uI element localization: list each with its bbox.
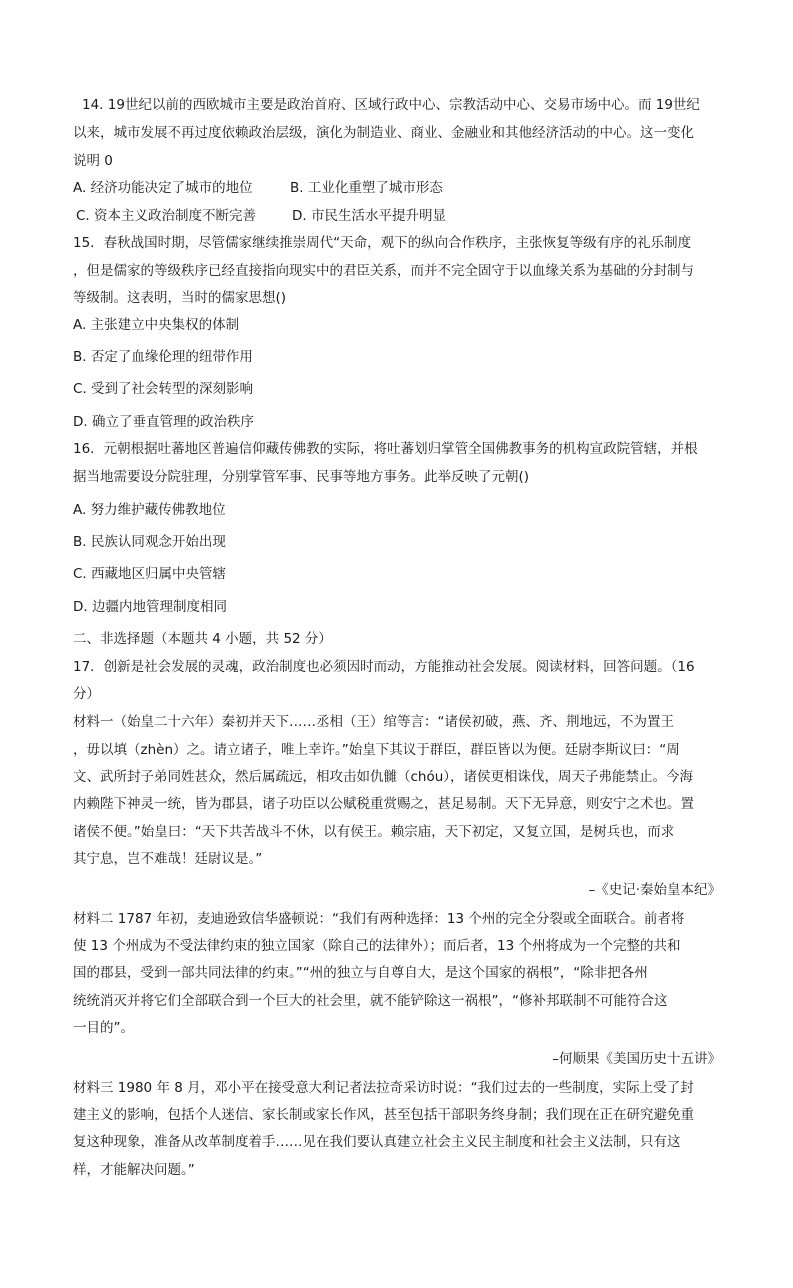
q17-material-2-line-1: 材料二 1787 年初，麦迪逊致信华盛顿说：“我们有两种选择：13 个州的完全分裂或全面联合。前者将 bbox=[73, 911, 685, 927]
q17-material-3-line-2: 建主义的影响，包括个人迷信、家长制或家长作风，甚至包括干部职务终身制；我们现在正在研究避免重 bbox=[73, 1107, 694, 1123]
q14-stem-line-2: 以来，城市发展不再过度依赖政治层级，演化为制造业、商业、金融业和其他经济活动的中心。这一变化 bbox=[73, 125, 694, 141]
q17-stem-line-2: 分） bbox=[73, 686, 100, 702]
q17-material-3-line-4: 样，才能解决问题。” bbox=[73, 1162, 195, 1178]
q14-option-b: B. 工业化重塑了城市形态 bbox=[290, 180, 443, 196]
q15-option-c: C. 受到了社会转型的深刻影响 bbox=[73, 381, 254, 397]
q17-material-1-line-3: 文、武所封子弟同姓甚众，然后属疏远，相攻击如仇雠（chóu），诸侯更相诛伐，周天子弗能禁止。今海 bbox=[73, 769, 694, 785]
q14-stem-line-3: 说明 0 bbox=[73, 153, 113, 169]
q17-material-2-line-4: 统统消灭并将它们全部联合到一个巨大的社会里，就不能铲除这一祸根”，“修补邦联制不可能符合这 bbox=[73, 993, 668, 1009]
q17-material-2-line-2: 使 13 个州成为不受法律约束的独立国家（除自己的法律外）；而后者，13 个州将成为一个完整的共和 bbox=[73, 938, 681, 954]
q14-option-c: C. 资本主义政治制度不断完善 bbox=[76, 208, 257, 224]
q14-option-d: D. 市民生活水平提升明显 bbox=[292, 208, 446, 224]
q17-material-1-line-2: ，毋以填（zhèn）之。请立诸子，唯上幸许。”始皇下其议于群臣，群臣皆以为便。廷尉李斯议曰：“周 bbox=[73, 742, 680, 758]
q17-material-2-line-3: 国的郡县，受到一部共同法律的约束。”“州的独立与自尊自大，是这个国家的祸根”，“除非把各州 bbox=[73, 965, 648, 981]
q17-stem-line-1: 17．创新是社会发展的灵魂，政治制度也必须因时而动，方能推动社会发展。阅读材料，回答问题。（16 bbox=[73, 659, 695, 675]
q17-material-1-line-1: 材料一（始皇二十六年）秦初并天下……丞相（王）绾等言：“诸侯初破，燕、齐、荆地远，不为置王 bbox=[73, 714, 674, 730]
q15-option-b: B. 否定了血缘伦理的纽带作用 bbox=[73, 349, 253, 365]
q17-material-3-line-1: 材料三 1980 年 8 月，邓小平在接受意大利记者法拉奇采访时说：“我们过去的一些制度，实际上受了封 bbox=[73, 1080, 694, 1096]
q17-material-2-line-5: 一目的”。 bbox=[73, 1020, 134, 1036]
q15-option-d: D. 确立了垂直管理的政治秩序 bbox=[73, 414, 254, 430]
q17-material-1-line-4: 内赖陛下神灵一统，皆为郡县，诸子功臣以公赋税重赏赐之，甚足易制。天下无异意，则安宁之术也。置 bbox=[73, 796, 694, 812]
section-heading-non-choice: 二、非选择题（本题共 4 小题，共 52 分） bbox=[73, 631, 332, 647]
q14-stem-line-1: 14. 19世纪以前的西欧城市主要是政治首府、区域行政中心、宗教活动中心、交易市场中心。而 19世纪 bbox=[82, 97, 700, 113]
q17-material-1-line-6: 其宁息，岂不难哉！廷尉议是。” bbox=[73, 851, 263, 867]
q15-stem-line-3: 等级制。这表明，当时的儒家思想() bbox=[73, 290, 287, 306]
q15-option-a: A. 主张建立中央集权的体制 bbox=[73, 317, 240, 333]
q16-stem-line-1: 16．元朝根据吐蕃地区普遍信仰藏传佛教的实际，将吐蕃划归掌管全国佛教事务的机构宣政院管辖，并根 bbox=[73, 441, 698, 457]
q16-option-b: B. 民族认同观念开始出现 bbox=[73, 534, 226, 550]
q16-option-a: A. 努力维护藏传佛教地位 bbox=[73, 502, 226, 518]
q17-material-2-source: –何顺果《美国历史十五讲》 bbox=[552, 1051, 721, 1067]
q15-stem-line-1: 15．春秋战国时期，尽管儒家继续推崇周代“天命，观下的纵向合作秩序，主张恢复等级有序的礼乐制度 bbox=[73, 235, 692, 251]
q15-stem-line-2: ，但是儒家的等级秩序已经直接指向现实中的君臣关系，而并不完全固守于以血缘关系为基础的分封制与 bbox=[73, 263, 694, 279]
q16-option-c: C. 西藏地区归属中央管辖 bbox=[73, 566, 227, 582]
q16-option-d: D. 边疆内地管理制度相同 bbox=[73, 599, 227, 615]
q16-stem-line-2: 据当地需要设分院驻理，分别掌管军事、民事等地方事务。此举反映了元朝() bbox=[73, 469, 530, 485]
q14-option-a: A. 经济功能决定了城市的地位 bbox=[73, 180, 253, 196]
q17-material-1-source: –《史记·秦始皇本纪》 bbox=[588, 882, 721, 898]
q17-material-1-line-5: 诸侯不便。”始皇曰：“天下共苦战斗不休，以有侯王。赖宗庙，天下初定，又复立国，是树兵也，而求 bbox=[73, 824, 675, 840]
q17-material-3-line-3: 复这种现象，准备从改革制度着手……见在我们要认真建立社会主义民主制度和社会主义法制，只有这 bbox=[73, 1134, 681, 1150]
